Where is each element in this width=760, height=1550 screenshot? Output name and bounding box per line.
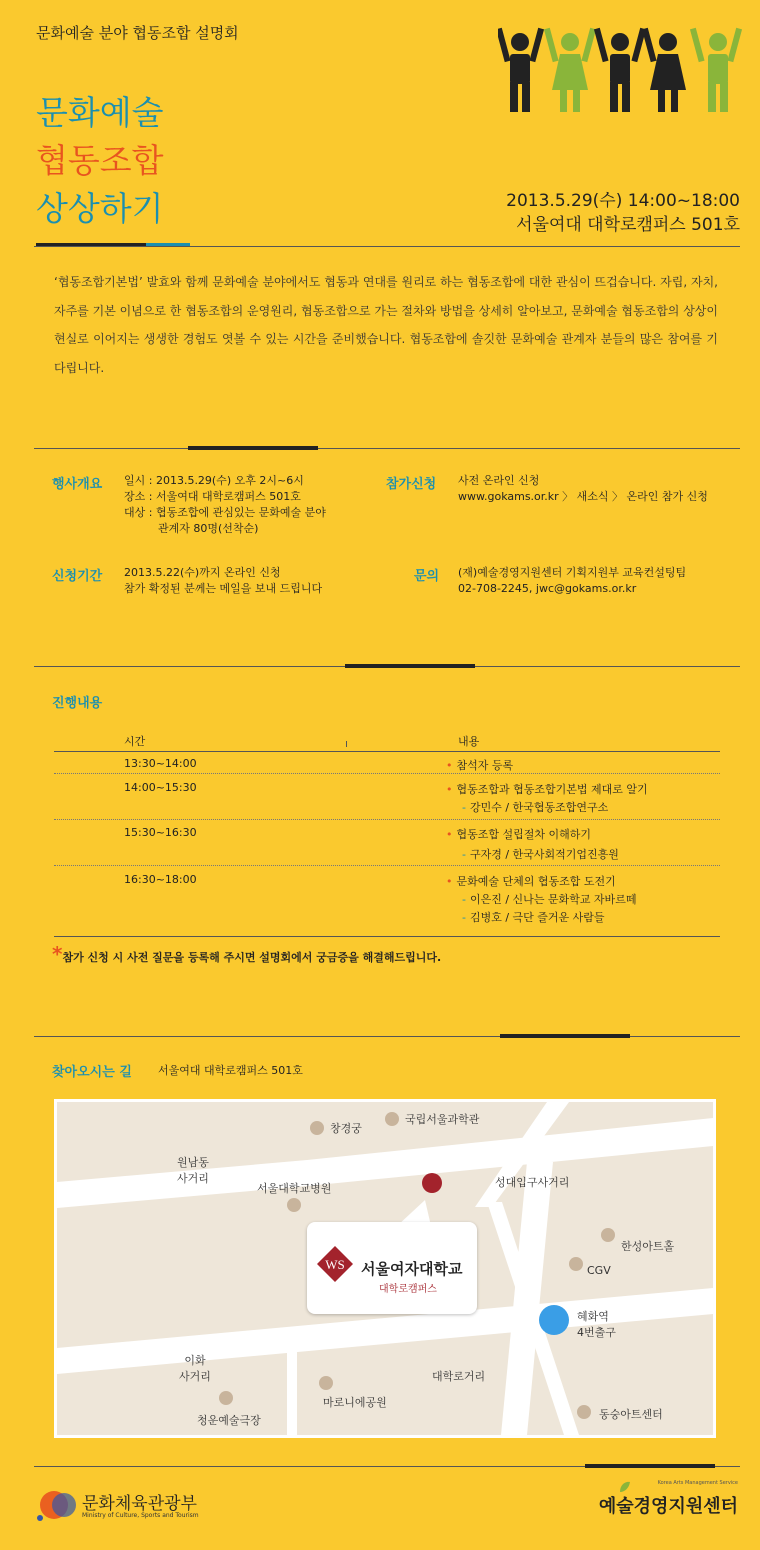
row-item: • 문화예술 단체의 협동조합 도전기 [446,875,616,888]
svg-text:WS: WS [325,1257,345,1272]
mcst-sub: Ministry of Culture, Sports and Tourism [82,1512,199,1519]
apply-info [458,473,708,505]
gokams-sub: Korea Arts Management Service [657,1480,738,1486]
directions-label: 찾아오시는 길 [52,1065,132,1080]
label-snuh: 서울대학교병원 [257,1182,332,1195]
place-dot [577,1405,591,1419]
event-date: 2013.5.29(수) 14:00~18:00 [506,191,740,211]
program-note: *참가 신청 시 사전 질문을 등록해 주시면 설명회에서 궁금증을 해결해드립니다. [52,942,442,966]
main-title-line2: 협동조합 [36,141,164,180]
subway-station-icon [539,1305,569,1335]
col-header-content: 내용 [458,735,480,748]
destination-pin [422,1173,442,1193]
divider [34,1036,740,1037]
period-info [124,565,322,597]
apply-label: 참가신청 [386,477,437,492]
univ-callout [307,1222,477,1314]
apply-method: 사전 온라인 신청 [458,474,540,487]
label-cgv: CGV [587,1264,611,1277]
label-seongdae: 성대입구사거리 [495,1176,570,1189]
overview-target: 대상 : 협동조합에 관심있는 문화예술 분야 [124,506,326,519]
period-label: 신청기간 [52,569,103,584]
row-time: 16:30~18:00 [124,873,197,886]
label-changgyeong: 창경궁 [330,1122,362,1135]
event-place: 서울여대 대학로캠퍼스 501호 [516,215,740,235]
univ-logo-icon [315,1244,355,1284]
contact-label: 문의 [414,569,440,584]
row-time: 14:00~15:30 [124,781,197,794]
overview-label: 행사개요 [52,477,103,492]
place-dot [385,1112,399,1126]
row-sub: - 김병호 / 극단 즐거운 사람들 [462,911,605,924]
contact-phone-email[interactable]: 02-708-2245, jwc@gokams.or.kr [458,582,637,595]
divider [34,448,740,449]
place-dot [287,1198,301,1212]
divider-accent [345,664,475,668]
label-ihwa: 이화 사거리 [179,1354,211,1383]
place-dot [219,1391,233,1405]
gokams-logo[interactable] [598,1480,738,1520]
place-dot [319,1376,333,1390]
program-table [54,733,720,938]
row-time: 15:30~16:30 [124,826,197,839]
directions-place: 서울여대 대학로캠퍼스 501호 [158,1064,303,1077]
program-label: 진행내용 [52,696,103,711]
overview-info [124,473,326,537]
label-cheongun: 청운예술극장 [197,1414,261,1427]
overview-place: 장소 : 서울여대 대학로캠퍼스 501호 [124,490,301,503]
divider-accent [188,446,318,450]
row-sub: - 구자경 / 한국사회적기업진흥원 [462,848,619,861]
gokams-leaf-icon [618,1480,632,1494]
row-item: • 참석자 등록 [446,759,514,772]
mcst-name: 문화체육관광부 [82,1494,197,1514]
gokams-name: 예술경영지원센터 [598,1496,738,1517]
place-dot [569,1257,583,1271]
place-dot [601,1228,615,1242]
univ-name: 서울여자대학교 [361,1260,463,1278]
row-sub: - 강민수 / 한국협동조합연구소 [462,801,609,814]
divider-accent [500,1034,630,1038]
intro-paragraph: ‘협동조합기본법’ 발효와 함께 문화예술 분야에서도 협동과 연대를 원리로 하는 협동조합에 대한 관심이 뜨겁습니다. 자립, 자치, 자주를 기본 이념으로 한 협동조합의 운영원리, 협동조합으로 가는 절차와 방법을 상세히 알아보고, 문화예술 협동조합의 상상이 현실로 이어지는 생생한 경험도 엿볼 수 있는 시간을 준비했습니다. 협동조합에 솔깃한 문화예술 관계자 분들의 많은 참여를 기다립니다. [54,275,718,375]
contact-org: (재)예술경영지원센터 기획지원부 교육컨설팅팀 [458,566,687,579]
apply-link[interactable]: www.gokams.or.kr 〉 새소식 〉 온라인 참가 신청 [458,490,708,503]
label-science: 국립서울과학관 [405,1113,480,1126]
label-marronnier: 마로니에공원 [323,1396,387,1409]
row-item: • 협동조합과 협동조합기본법 제대로 알기 [446,783,648,796]
map[interactable] [54,1099,716,1438]
row-sub: - 이은진 / 신나는 문화학교 자바르떼 [462,893,637,906]
label-daehakro: 대학로거리 [432,1370,486,1383]
overview-date: 일시 : 2013.5.29(수) 오후 2시~6시 [124,474,304,487]
people-illustration [498,24,743,119]
main-title-line3: 상상하기 [36,189,164,228]
label-wonnam: 원남동 사거리 [177,1156,209,1185]
mcst-logo-icon [36,1488,80,1522]
place-dot [310,1121,324,1135]
univ-sub: 대학로캠퍼스 [379,1284,437,1295]
divider-accent [585,1464,715,1468]
overview-target-cont: 관계자 80명(선착순) [158,522,259,535]
row-time: 13:30~14:00 [124,757,197,770]
col-header-time: 시간 [124,735,146,748]
period-note: 참가 확정된 분께는 메일을 보내 드립니다 [124,582,323,595]
main-title-line1: 문화예술 [36,93,164,132]
label-dongsoong: 동숭아트센터 [599,1408,663,1421]
star-icon: * [52,942,63,966]
label-hanseong: 한성아트홀 [621,1240,675,1253]
divider [34,246,740,247]
label-hyehwa: 혜화역 4번출구 [577,1310,616,1339]
contact-info [458,565,686,597]
row-item: • 협동조합 설립절차 이해하기 [446,828,592,841]
event-subtitle: 문화예술 분야 협동조합 설명회 [36,24,239,42]
period-deadline: 2013.5.22(수)까지 온라인 신청 [124,566,281,579]
